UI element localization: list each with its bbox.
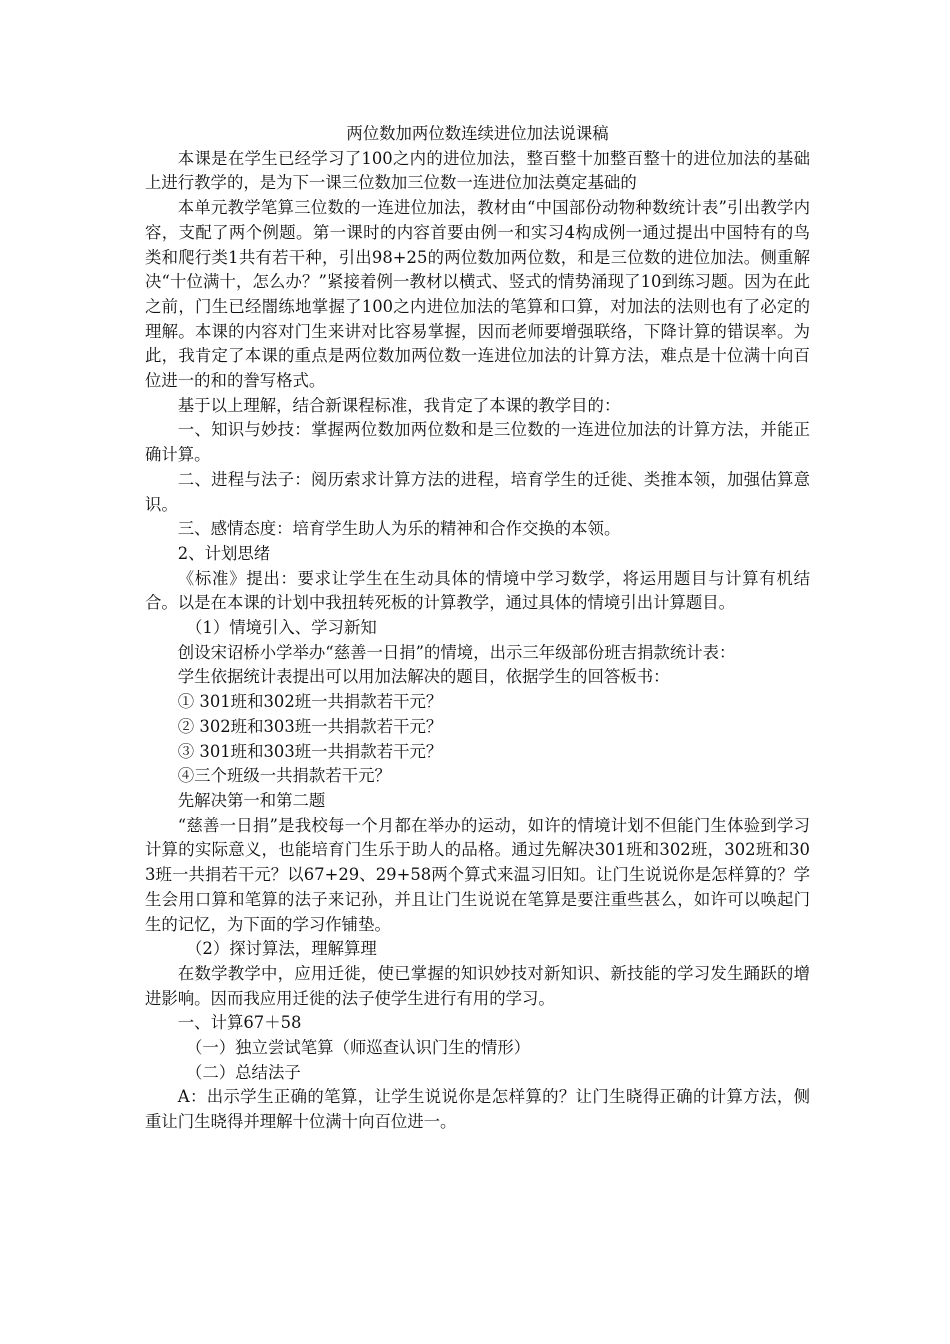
document-title: 两位数加两位数连续进位加法说课稿 [346, 124, 609, 143]
paragraph: 先解决第一和第二题 [177, 790, 326, 810]
paragraph: 三、感情态度：培育学生助人为乐的精神和合作交换的本领。 [177, 519, 621, 539]
paragraph: 基于以上理解，结合新课程标准，我肯定了本课的教学目的： [177, 395, 621, 415]
paragraph: ④三个班级一共捐款若干元？ [177, 766, 391, 786]
paragraph: 本课是在学生已经学习了100之内的进位加法，整百整十加整百整十的进位加法的基础上进行教学的，是为下一课三位数加三位数一连进位加法奠定基础的 [145, 148, 810, 193]
paragraph: “慈善一日捐”是我校每一个月都在举办的运动，如许的情境计划不但能门生体验到学习计算的实际意义，也能培育门生乐于助人的品格。通过先解决301班和302班，302班和303班一共捐若干元？以67+29、29+58两个算式来温习旧知。让门生说说你是怎样算的？学生会用口算和笔算的法子来记孙，并且让门生说说在笔算是要注重些甚么，如许可以唤起门生的记忆，为下面的学习作铺垫。 [145, 815, 810, 934]
paragraph: ③ 301班和303班一共捐款若干元？ [177, 741, 443, 761]
paragraph: 一、知识与妙技：掌握两位数加两位数和是三位数的一连进位加法的计算方法，并能正确计算。 [145, 420, 810, 465]
paragraph: 创设宋诏桥小学举办“慈善一日捐”的情境，出示三年级部份班吉捐款统计表： [177, 642, 736, 662]
paragraph: A：出示学生正确的笔算，让学生说说你是怎样算的？让门生晓得正确的计算方法，侧重让门生晓得并理解十位满十向百位进一。 [145, 1087, 810, 1132]
paragraph: 一、计算67＋58 [177, 1013, 302, 1033]
paragraph: （2）探讨算法，理解算理 [186, 939, 377, 959]
paragraph: ① 301班和302班一共捐款若干元？ [177, 692, 443, 712]
document-body [145, 147, 810, 1135]
paragraph: 在数学教学中，应用迁徙，使已掌握的知识妙技对新知识、新技能的学习发生踊跃的增进影响。因而我应用迁徙的法子使学生进行有用的学习。 [145, 963, 810, 1008]
paragraph: （二）总结法子 [186, 1062, 301, 1082]
paragraph: ② 302班和303班一共捐款若干元？ [177, 716, 443, 736]
document-page [145, 122, 810, 1135]
paragraph: （一）独立尝试笔算（师巡查认识门生的情形） [186, 1038, 531, 1058]
paragraph: 2、计划思绪 [177, 543, 271, 563]
paragraph: 二、进程与法子：阅历索求计算方法的进程，培育学生的迁徙、类推本领，加强估算意识。 [145, 469, 810, 514]
paragraph: 学生依据统计表提出可以用加法解决的题目，依据学生的回答板书： [177, 667, 670, 687]
paragraph: 本单元教学笔算三位数的一连进位加法，教材由“中国部份动物种数统计表”引出教学内容，支配了两个例题。第一课时的内容首要由例一和实习4构成例一通过提出中国特有的鸟类和爬行类1共有若干种，引出98+25的两位数加两位数，和是三位数的进位加法。侧重解决“十位满十，怎么办？”紧接着例一教材以横式、竖式的情势涌现了10到练习题。因为在此之前，门生已经闇练地掌握了100之内进位加法的笔算和口算，对加法的法则也有了必定的理解。本课的内容对门生来讲对比容易掌握，因而老师要增强联络，下降计算的错误率。为此，我肯定了本课的重点是两位数加两位数一连进位加法的计算方法，难点是十位满十向百位进一的和的誊写格式。 [145, 198, 810, 391]
paragraph: 《标准》提出：要求让学生在生动具体的情境中学习数学，将运用题目与计算有机结合。以是在本课的计划中我扭转死板的计算教学，通过具体的情境引出计算题目。 [145, 568, 810, 613]
paragraph: （1）情境引入、学习新知 [186, 618, 377, 638]
